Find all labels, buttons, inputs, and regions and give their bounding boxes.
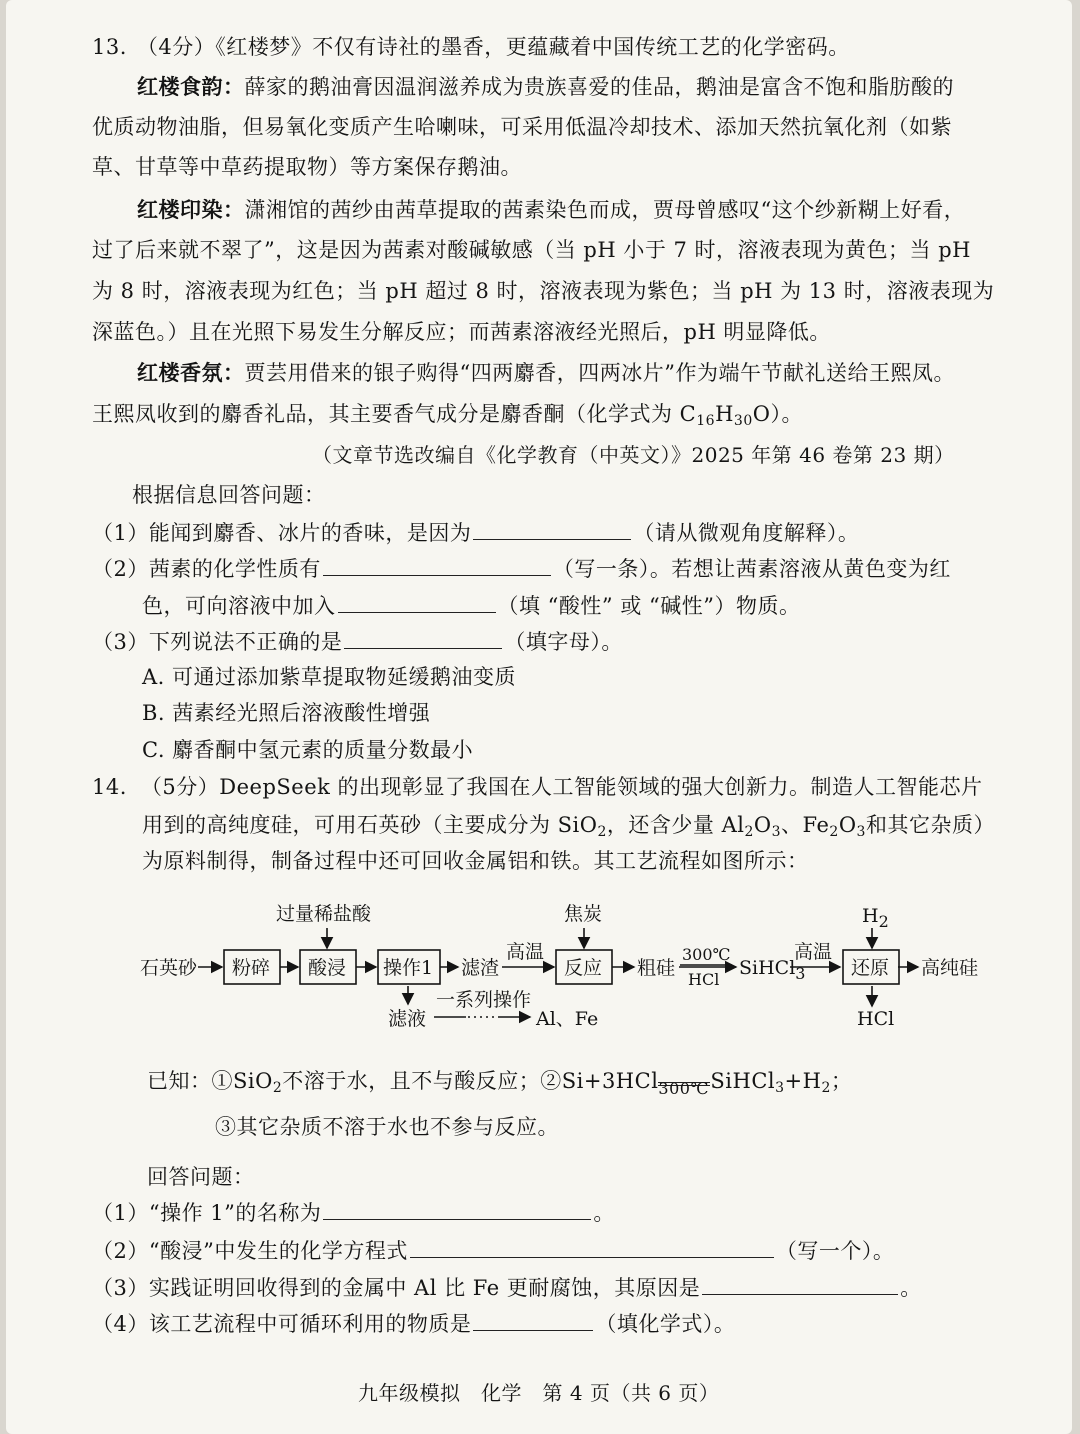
flow-box3-label: 操作1 <box>383 957 434 979</box>
answer-blank-14-3[interactable] <box>702 1272 898 1295</box>
q13-sub2-hint: （写一条）。若想让茜素溶液从黄色变为红 <box>552 557 951 581</box>
flow-sihcl3-sub: 3 <box>795 964 806 983</box>
scent-text-1: 贾芸用借来的银子购得“四两麝香，四两冰片”作为端午节献礼送给王熙凤。 <box>244 361 955 385</box>
q14-prompt: 回答问题： <box>147 1165 255 1189</box>
q14-text-2b: ，还含少量 Al <box>606 813 745 837</box>
q13-sub3-hint: （填字母）。 <box>504 630 623 654</box>
flow-h2-text: H <box>862 905 879 927</box>
flow-coke-label: 焦炭 <box>564 903 603 925</box>
q14-sub2-text: （2）“酸浸”中发生的化学方程式 <box>92 1239 408 1263</box>
sub-2: 2 <box>597 824 607 840</box>
known-text-1b: 不溶于水，且不与酸反应；②Si+3HCl <box>282 1069 659 1093</box>
q14-text-1: （5分）DeepSeek 的出现彰显了我国在人工智能领域的强大创新力。制造人工智能芯片 <box>140 775 983 799</box>
dye-title: 红楼印染： <box>137 197 245 222</box>
flow-cond-bottom: HCl <box>688 970 720 989</box>
q13-food-line3: 草、甘草等中草药提取物）等方案保存鹅油。 <box>92 155 522 179</box>
q14-sub1 <box>92 1197 615 1228</box>
sub-2: 2 <box>829 824 839 840</box>
flow-filtrate: 滤液 <box>388 1008 427 1030</box>
known-text-1c: SiHCl <box>710 1069 776 1093</box>
flow-acid-label: 过量稀盐酸 <box>276 903 372 925</box>
flow-high-temp-1: 高温 <box>506 941 545 963</box>
q14-number: 14. <box>92 775 127 799</box>
sub-2: 2 <box>744 824 754 840</box>
q13-source: （文章节选改编自《化学教育（中英文）》2025 年第 46 卷第 23 期） <box>312 443 955 467</box>
q14-sub3-end: 。 <box>900 1276 922 1300</box>
flow-sihcl3-text: SiHCl <box>739 957 796 979</box>
sub-2: 2 <box>272 1080 283 1096</box>
q13-sub2-text: （2）茜素的化学性质有 <box>92 557 321 581</box>
known-line1 <box>147 1066 852 1096</box>
q14-sub2 <box>92 1235 894 1266</box>
flow-box4-label: 反应 <box>564 957 603 979</box>
scent-text-2a: 王熙凤收到的麝香礼品，其主要香气成分是麝香酮（化学式为 C <box>92 402 697 426</box>
q13-dye-line2: 过了后来就不翠了”，这是因为茜素对酸碱敏感（当 pH 小于 7 时，溶液表现为黄色；当 pH <box>92 238 971 262</box>
q13-score: （4分） <box>136 35 216 59</box>
flow-box5-label: 还原 <box>851 957 890 979</box>
flow-hcl-out: HCl <box>857 1008 895 1030</box>
answer-blank-14-4[interactable] <box>473 1308 593 1331</box>
q14-text-2a: 用到的高纯度硅，可用石英砂（主要成分为 SiO <box>142 813 598 837</box>
q14-sub4-hint: （填化学式）。 <box>595 1312 736 1336</box>
flow-end: 高纯硅 <box>921 957 979 979</box>
flow-series-ops: 一系列操作 <box>436 989 532 1011</box>
known-text-1a: 已知：①SiO <box>147 1069 273 1093</box>
flow-box1-label: 粉碎 <box>232 957 271 979</box>
scent-text-2c: O）。 <box>752 402 803 426</box>
option-a: A. 可通过添加紫草提取物延缓鹅油变质 <box>142 665 517 689</box>
q13-number: 13. <box>92 35 127 59</box>
flow-high-temp-2: 高温 <box>794 941 833 963</box>
known-text-1e: ； <box>830 1069 853 1093</box>
food-title: 红楼食韵： <box>137 74 245 99</box>
sub-30: 30 <box>733 413 753 429</box>
q14-sub1-end: 。 <box>593 1201 615 1225</box>
equation-condition-label: 300℃ <box>658 1079 709 1098</box>
flow-h2 <box>862 905 889 931</box>
flow-metals: Al、Fe <box>536 1008 599 1030</box>
q14-text-2e: O <box>838 813 857 837</box>
q14-text-2c: O <box>753 813 772 837</box>
q13-dye-line3: 为 8 时，溶液表现为红色；当 pH 超过 8 时，溶液表现为紫色；当 pH 为 13 时，溶液表现为 <box>92 279 995 303</box>
q14-sub1-text: （1）“操作 1”的名称为 <box>92 1201 322 1225</box>
answer-blank-14-1[interactable] <box>323 1197 591 1220</box>
known-text-1d: +H <box>784 1069 822 1093</box>
q14-sub3 <box>92 1272 922 1303</box>
sub-2: 2 <box>821 1080 831 1096</box>
q14-sub2-hint: （写一个）。 <box>775 1239 895 1263</box>
sub-16: 16 <box>696 413 716 429</box>
flow-h2-sub: 2 <box>878 912 889 931</box>
flow-crude-si: 粗硅 <box>637 957 676 979</box>
q13-prompt: 根据信息回答问题： <box>132 483 326 507</box>
scent-text-2b: H <box>715 402 734 426</box>
option-c: C. 麝香酮中氢元素的质量分数最小 <box>142 738 474 762</box>
option-b: B. 茜素经光照后溶液酸性增强 <box>142 701 431 725</box>
q14-sub4-text: （4）该工艺流程中可循环利用的物质是 <box>92 1312 472 1336</box>
q14-sub4 <box>92 1308 735 1339</box>
scent-title: 红楼香氛： <box>137 360 245 385</box>
q14-text-2d: 、Fe <box>781 813 830 837</box>
q14-sub3-text: （3）实践证明回收得到的金属中 Al 比 Fe 更耐腐蚀，其原因是 <box>92 1276 701 1300</box>
dye-text-1: 潇湘馆的茜纱由茜草提取的茜素染色而成，贾母曾感叹“这个纱新糊上好看， <box>244 198 966 222</box>
q13-sub3-text: （3）下列说法不正确的是 <box>92 630 343 654</box>
known-line2: ③其它杂质不溶于水也不参与反应。 <box>215 1115 559 1139</box>
q13-food-line2: 优质动物油脂，但易氧化变质产生哈喇味，可采用低温冷却技术、添加天然抗氧化剂（如紫 <box>92 115 952 139</box>
flow-start: 石英砂 <box>140 957 198 979</box>
q14-line3: 为原料制得，制备过程中还可回收金属铝和铁。其工艺流程如图所示： <box>142 849 809 873</box>
q13-sub1-text: （1）能闻到麝香、冰片的香味，是因为 <box>92 521 472 545</box>
q13-sub2-hint2: （填 “酸性” 或 “碱性”）物质。 <box>497 594 801 618</box>
q13-sub2-text2: 色，可向溶液中加入 <box>142 594 336 618</box>
flow-cond-top: 300℃ <box>682 945 731 964</box>
q14-text-2f: 和其它杂质） <box>865 813 995 837</box>
sub-3: 3 <box>856 824 866 840</box>
sub-3: 3 <box>771 824 782 840</box>
q13-dye-line4: 深蓝色。）且在光照下易发生分解反应；而茜素溶液经光照后，pH 明显降低。 <box>92 320 831 344</box>
page-footer: 九年级模拟 化学 第 4 页（共 6 页） <box>358 1381 720 1405</box>
q13-sub1-hint: （请从微观角度解释）。 <box>633 521 860 545</box>
answer-blank-14-2[interactable] <box>410 1235 774 1258</box>
q13-intro-text: 《红楼梦》不仅有诗社的墨香，更蕴藏着中国传统工艺的化学密码。 <box>215 35 850 59</box>
sub-3: 3 <box>775 1080 785 1096</box>
flow-residue: 滤渣 <box>461 957 500 979</box>
flow-box2-label: 酸浸 <box>308 957 347 979</box>
food-text-1: 薛家的鹅油膏因温润滋养成为贵族喜爱的佳品，鹅油是富含不饱和脂肪酸的 <box>244 75 954 99</box>
